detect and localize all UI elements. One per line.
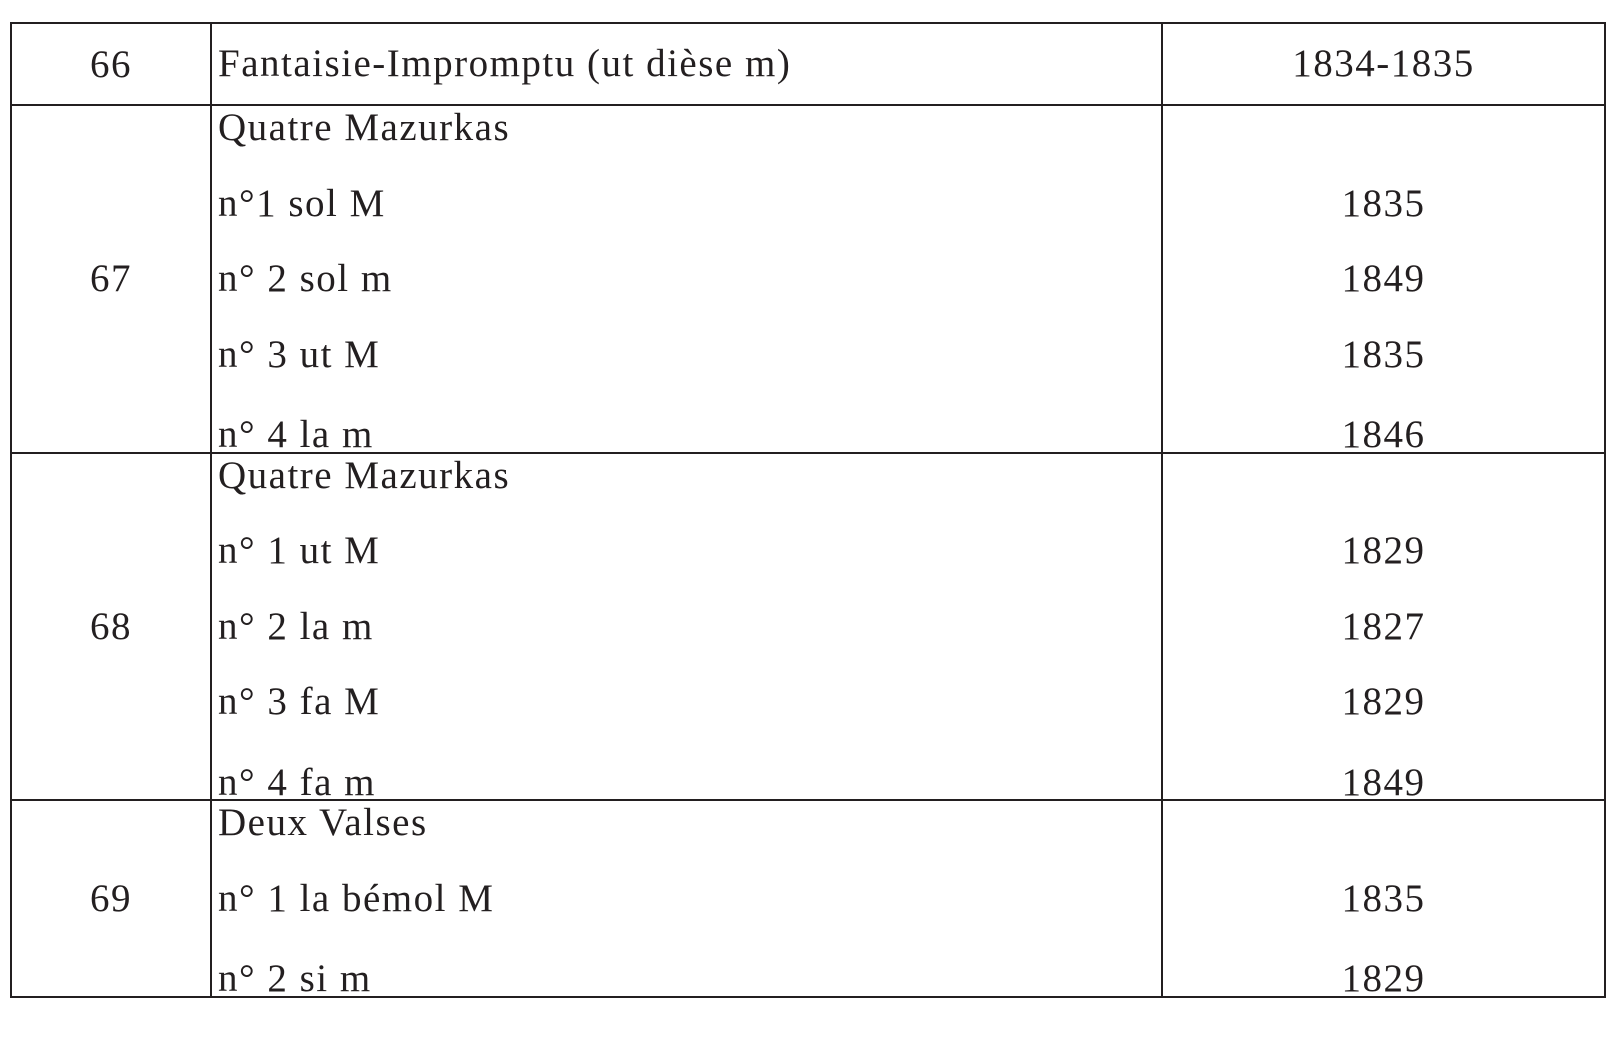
piece-year: 1846 (1341, 413, 1426, 456)
title-cell (211, 800, 1162, 1000)
works-table (10, 22, 1606, 998)
opus-number: 67 (90, 257, 132, 301)
year-cell (1162, 453, 1605, 804)
work-title: Quatre Mazurkas (218, 106, 511, 149)
piece-label: n° 4 la m (218, 413, 374, 456)
piece-year: 1849 (1341, 760, 1426, 804)
work-title: Deux Valses (218, 801, 428, 844)
composition-year: 1834-1835 (1292, 42, 1475, 85)
piece-label: n° 3 ut M (218, 332, 381, 376)
work-title: Quatre Mazurkas (218, 453, 511, 497)
piece-year: 1849 (1341, 257, 1426, 300)
opus-number-cell (11, 453, 211, 801)
work-title: Fantaisie-Impromptu (ut dièse m) (218, 42, 792, 85)
year-cell (1162, 800, 1605, 1000)
opus-number-cell (11, 23, 211, 105)
table-row (11, 453, 1605, 801)
piece-label: n°1 sol M (218, 181, 386, 225)
title-cell (211, 453, 1162, 804)
table-row (11, 800, 1605, 997)
piece-year: 1835 (1341, 332, 1426, 376)
piece-label: n° 4 fa m (218, 760, 376, 804)
piece-year: 1827 (1341, 604, 1426, 648)
year-cell (1162, 105, 1605, 456)
piece-label: n° 2 sol m (218, 257, 393, 300)
opus-number: 68 (90, 604, 132, 648)
opus-number: 69 (90, 876, 132, 920)
piece-year: 1835 (1341, 181, 1426, 225)
title-cell (211, 105, 1162, 456)
opus-number: 66 (90, 42, 132, 86)
piece-year: 1829 (1341, 680, 1426, 723)
piece-label: n° 3 fa M (218, 680, 381, 723)
piece-label: n° 1 ut M (218, 529, 381, 572)
piece-label: n° 1 la bémol M (218, 876, 495, 920)
opus-number-cell (11, 105, 211, 453)
piece-year: 1829 (1341, 957, 1426, 1000)
table-row (11, 105, 1605, 453)
piece-label: n° 2 si m (218, 957, 372, 1000)
piece-label: n° 2 la m (218, 604, 374, 648)
piece-year: 1835 (1341, 876, 1426, 920)
piece-year: 1829 (1341, 529, 1426, 572)
opus-number-cell (11, 800, 211, 997)
